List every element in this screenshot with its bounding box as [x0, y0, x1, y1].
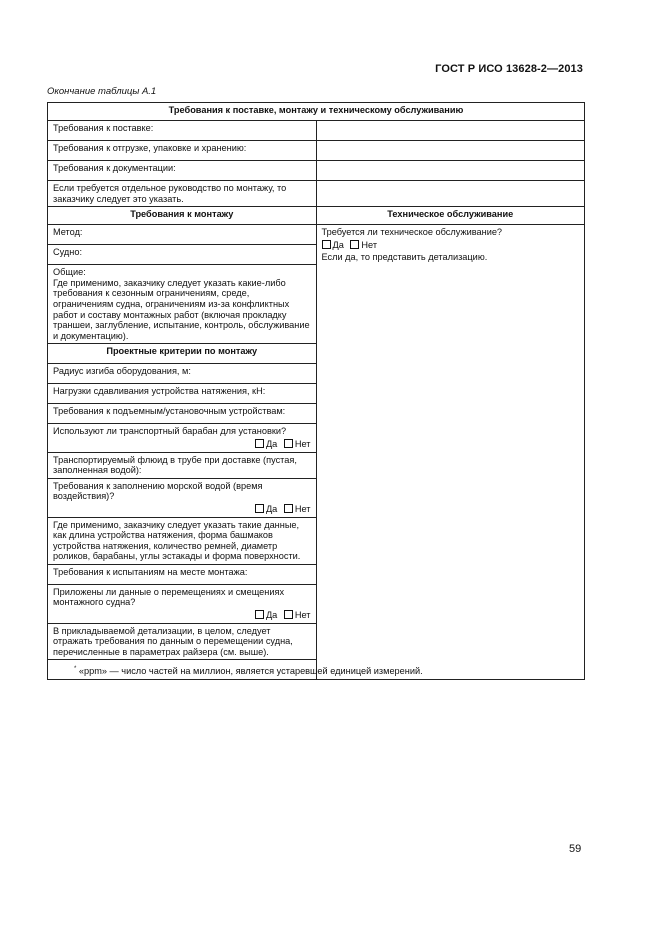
flooding-yes-checkbox[interactable]	[255, 504, 264, 513]
table-footnote	[48, 660, 585, 680]
reel-question: Используют ли транспортный барабан для установки?	[53, 426, 287, 437]
row-delivery-value	[316, 121, 585, 141]
general-title: Общие:	[53, 267, 86, 278]
general-text: Где применимо, заказчику следует указать какие-либо требования к сезонным ограничениям, среде, ограничениям судна, ограничениям из-за конфликтных работ и составу монтажных работ (включая прокладку траншеи, заглубление, испытание, контроль, обслуживание и документацию).	[53, 277, 310, 341]
row-reel	[48, 424, 317, 452]
row-motion-data	[48, 584, 317, 623]
row-crush-loads-label: Нагрузки сдавливания устройства натяжения, кН:	[48, 384, 317, 404]
motion-yes-checkbox[interactable]	[255, 610, 264, 619]
row-delivery-label: Требования к поставке:	[48, 121, 317, 141]
row-lifting-label: Требования к подъемным/установочным устройствам:	[48, 404, 317, 424]
section-delivery-header: Требования к поставке, монтажу и техническому обслуживанию	[48, 103, 585, 121]
maintenance-no-checkbox[interactable]	[350, 240, 359, 249]
page-number: 59	[569, 843, 582, 855]
reel-options	[53, 439, 311, 450]
row-fluid-label: Транспортируемый флюид в трубе при доставке (пустая, заполненная водой):	[48, 452, 317, 478]
row-shipping-value	[316, 141, 585, 161]
reel-no-label: Нет	[294, 438, 311, 449]
maintenance-no-label: Нет	[361, 239, 378, 250]
row-detailing-label: В прикладываемой детализации, в целом, следует отражать требования по данным о перемещении судна, перечисленные в параметрах райзера (см. выше).	[48, 623, 317, 660]
flooding-no-label: Нет	[294, 503, 311, 514]
row-documentation-label: Требования к документации:	[48, 161, 317, 181]
footnote-text: «ppm» — число частей на миллион, является устаревшей единицей измерений.	[78, 665, 423, 676]
motion-data-question: Приложены ли данные о перемещениях и смещениях монтажного судна?	[53, 586, 285, 608]
table-caption: Окончание таблицы А.1	[47, 86, 157, 97]
row-general	[48, 265, 317, 344]
row-bend-radius-label: Радиус изгиба оборудования, м:	[48, 364, 317, 384]
maintenance-note: Если да, то представить детализацию.	[321, 252, 488, 263]
maintenance-options	[322, 240, 580, 251]
motion-no-checkbox[interactable]	[284, 610, 293, 619]
footnote-mark: *	[74, 665, 77, 672]
col-installation-header: Требования к монтажу	[48, 207, 317, 225]
maintenance-yes-checkbox[interactable]	[322, 240, 331, 249]
motion-data-options	[53, 610, 311, 621]
col-maintenance-header: Техническое обслуживание	[316, 207, 585, 225]
standard-designation: ГОСТ Р ИСО 13628-2—2013	[435, 63, 583, 75]
row-vessel-label: Судно:	[48, 245, 317, 265]
flooding-question: Требования к заполнению морской водой (время воздействия)?	[53, 480, 263, 502]
row-tensioner-label: Где применимо, заказчику следует указать такие данные, как длина устройства натяжения, форма башмаков устройства натяжения, количество ремней, диаметр роликов, барабаны, углы эстакады и форма поверхности.	[48, 517, 317, 564]
maintenance-yes-label: Да	[332, 239, 344, 250]
maintenance-question: Требуется ли техническое обслуживание?	[321, 227, 503, 238]
row-manual-value	[316, 181, 585, 207]
flooding-no-checkbox[interactable]	[284, 504, 293, 513]
row-manual-label: Если требуется отдельное руководство по монтажу, то заказчику следует это указать.	[48, 181, 317, 207]
reel-no-checkbox[interactable]	[284, 439, 293, 448]
row-method-label: Метод:	[48, 225, 317, 245]
row-shipping-label: Требования к отгрузке, упаковке и хранению:	[48, 141, 317, 161]
reel-yes-label: Да	[265, 438, 278, 449]
flooding-yes-label: Да	[265, 503, 278, 514]
maintenance-cell	[316, 225, 585, 680]
reel-yes-checkbox[interactable]	[255, 439, 264, 448]
requirements-table	[47, 102, 585, 680]
flooding-options	[53, 504, 311, 515]
motion-yes-label: Да	[265, 610, 278, 621]
row-site-testing-label: Требования к испытаниям на месте монтажа:	[48, 564, 317, 584]
row-flooding	[48, 478, 317, 517]
section-design-header: Проектные критерии по монтажу	[48, 344, 317, 364]
row-documentation-value	[316, 161, 585, 181]
motion-no-label: Нет	[294, 610, 311, 621]
